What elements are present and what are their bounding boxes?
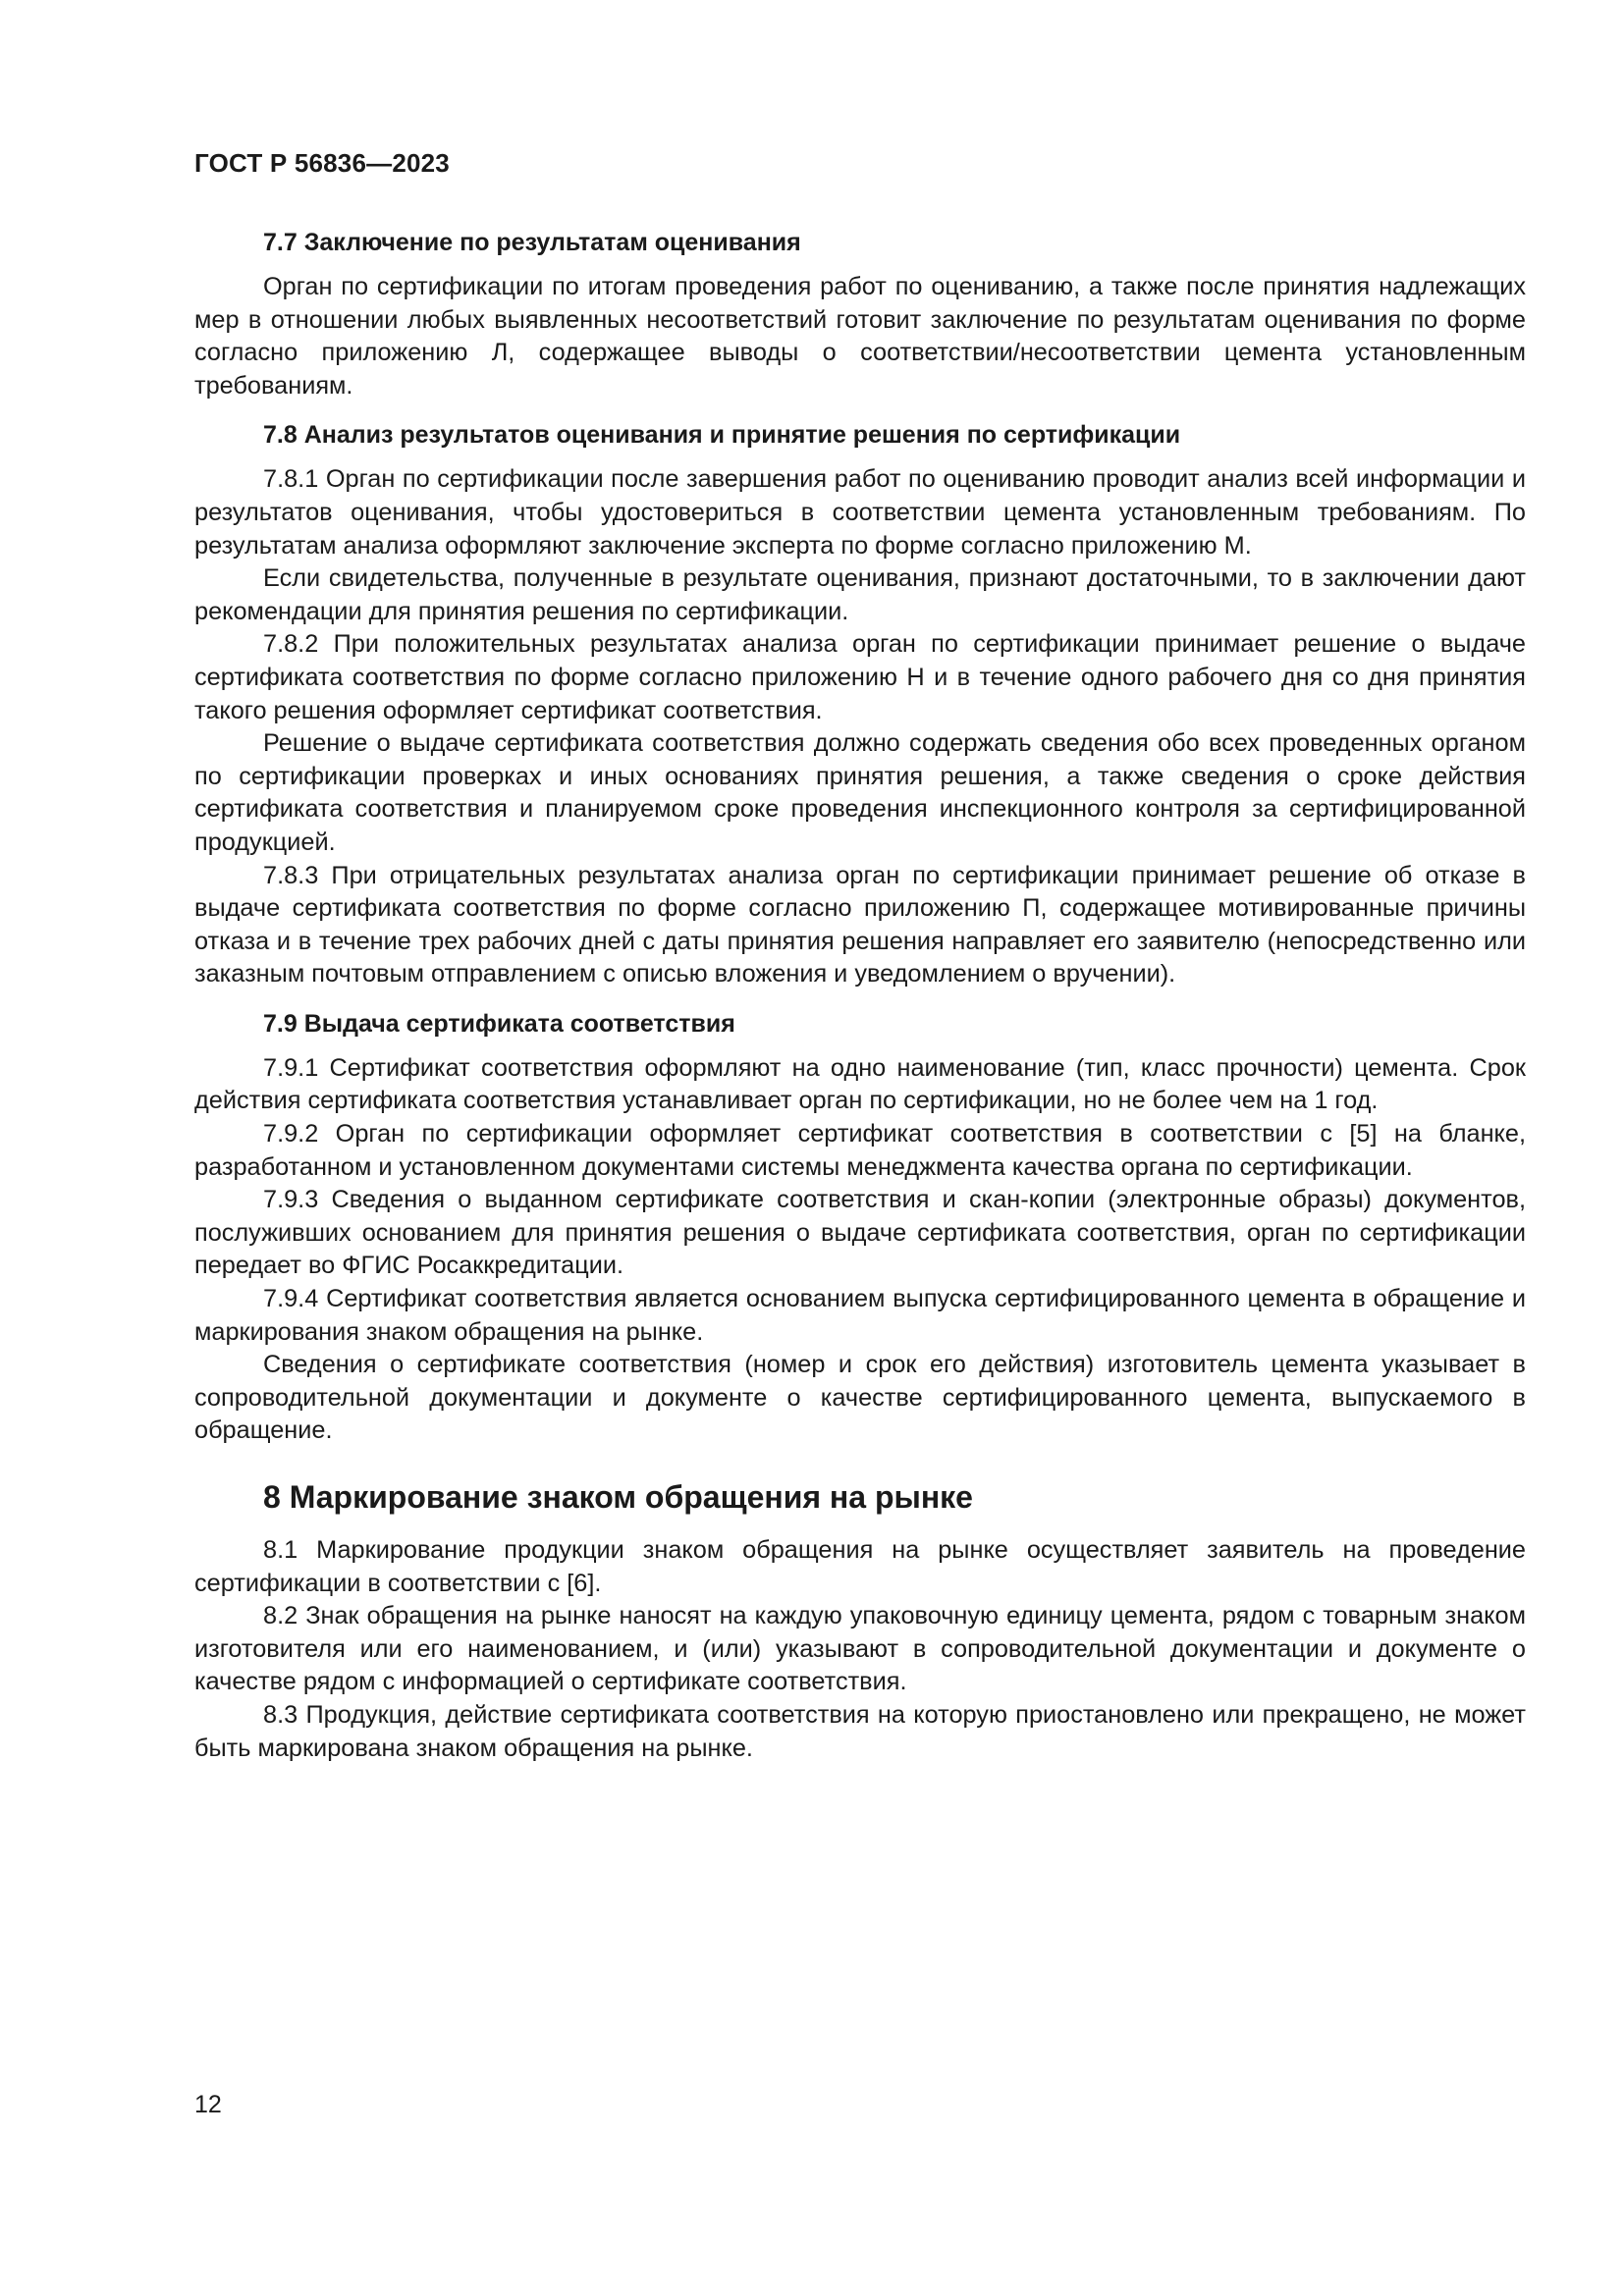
document-body (194, 226, 1526, 1765)
document-code: ГОСТ Р 56836—2023 (194, 148, 450, 178)
paragraph-7-9-2: 7.9.2 Орган по сертификации оформляет сертификат соответствия в соответствии с [5] на бланке, разработанном и установленном документами системы менеджмента качества органа по сертификации. (194, 1120, 1526, 1181)
page-number: 12 (194, 2091, 222, 2118)
paragraph-7-9-3: 7.9.3 Сведения о выданном сертификате соответствия и скан-копии (электронные образы) документов, послуживших основанием для принятия решения о выдаче сертификата соответствия, орган по сертификации передает во ФГИС Росаккредитации. (194, 1186, 1526, 1280)
paragraph-7-9-4-cont: Сведения о сертификате соответствия (номер и срок его действия) изготовитель цемента указывает в сопроводительной документации и документе о качестве сертифицированного цемента, выпускаемого в обращение. (194, 1351, 1526, 1445)
section-7-7-paragraph: Орган по сертификации по итогам проведения работ по оцениванию, а также после принятия надлежащих мер в отношении любых выявленных несоответствий готовит заключение по результатам оценивания по форме согласно приложению Л, содержащее выводы о соответствии/несоответствии цемента установленным требованиям. (194, 273, 1526, 400)
section-7-9-title: 7.9 Выдача сертификата соответствия (263, 1009, 735, 1038)
paragraph-8-2: 8.2 Знак обращения на рынке наносят на каждую упаковочную единицу цемента, рядом с товарным знаком изготовителя или его наименованием, и (или) указывают в сопроводительной документации и документе о качестве рядом с информацией о сертификате соответствия. (194, 1602, 1526, 1696)
paragraph-7-8-1: 7.8.1 Орган по сертификации после завершения работ по оцениванию проводит анализ всей информации и результатов оценивания, чтобы удостовериться в соответствии цемента установленным требованиям. По результатам анализа оформляют заключение эксперта по форме согласно приложению М. (194, 465, 1526, 560)
paragraph-7-9-4: 7.9.4 Сертификат соответствия является основанием выпуска сертифицированного цемента в обращение и маркирования знаком обращения на рынке. (194, 1285, 1526, 1346)
paragraph-8-3: 8.3 Продукция, действие сертификата соответствия на которую приостановлено или прекращено, не может быть маркирована знаком обращения на рынке. (194, 1700, 1526, 1762)
paragraph-7-8-2-cont: Решение о выдаче сертификата соответствия должно содержать сведения обо всех проведенных органом по сертификации проверках и иных основаниях принятия решения, а также сведения о сроке действия сертификата соответствия и планируемом сроке проведения инспекционного контроля за сертифицированной продукцией. (194, 729, 1526, 856)
section-7-7-title: 7.7 Заключение по результатам оценивания (263, 229, 801, 256)
paragraph-8-1: 8.1 Маркирование продукции знаком обращения на рынке осуществляет заявитель на проведение сертификации в соответствии с [6]. (194, 1536, 1526, 1597)
paragraph-7-8-3: 7.8.3 При отрицательных результатах анализа орган по сертификации принимает решение об отказе в выдаче сертификата соответствия по форме согласно приложению П, содержащее мотивированные причины отказа и в течение трех рабочих дней с даты принятия решения направляет его заявителю (непосредственно или заказным почтовым отправлением с описью вложения и уведомлением о вручении). (194, 861, 1526, 988)
section-7-8-title: 7.8 Анализ результатов оценивания и принятие решения по сертификации (263, 421, 1181, 450)
section-8-title: 8 Маркирование знаком обращения на рынке (263, 1479, 973, 1515)
paragraph-7-8-1-cont: Если свидетельства, полученные в результате оценивания, признают достаточными, то в заключении дают рекомендации для принятия решения по сертификации. (194, 564, 1526, 625)
paragraph-7-8-2: 7.8.2 При положительных результатах анализа орган по сертификации принимает решение о выдаче сертификата соответствия по форме согласно приложению Н и в течение одного рабочего дня со дня принятия такого решения оформляет сертификат соответствия. (194, 630, 1526, 724)
paragraph-7-9-1: 7.9.1 Сертификат соответствия оформляют на одно наименование (тип, класс прочности) цемента. Срок действия сертификата соответствия устанавливает орган по сертификации, но не более чем на 1 год. (194, 1053, 1526, 1115)
